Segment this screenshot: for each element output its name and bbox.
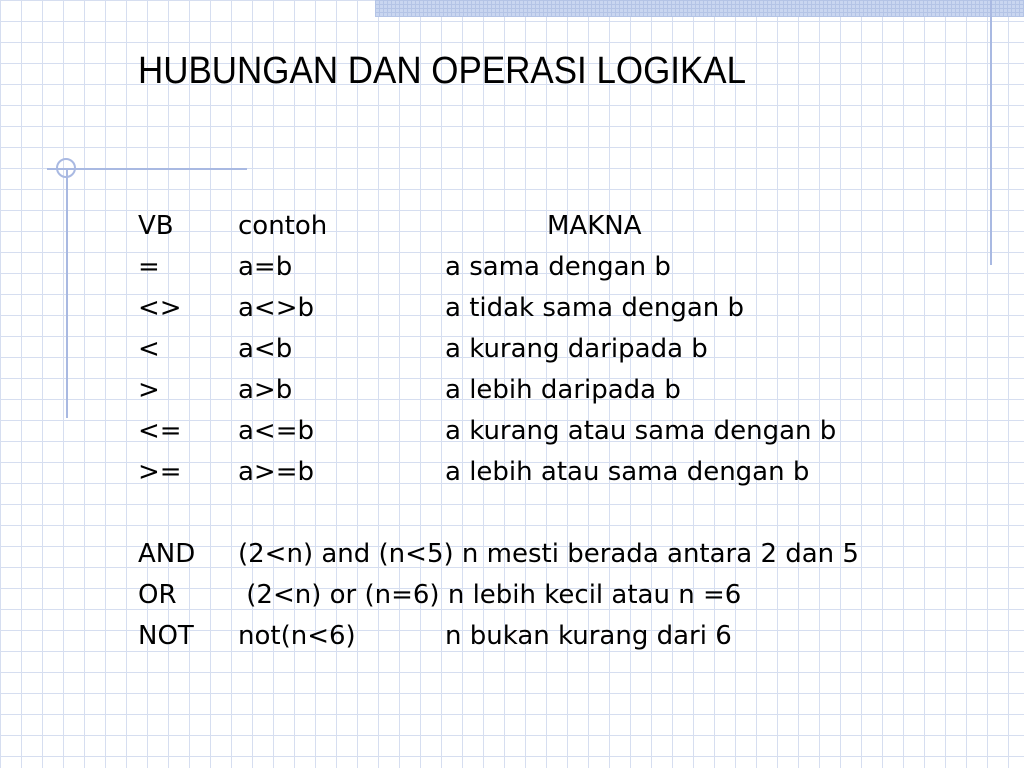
meaning: n bukan kurang dari 6 — [445, 621, 732, 651]
example: a=b — [238, 252, 293, 282]
right-decorative-line — [990, 0, 992, 265]
slide-title: HUBUNGAN DAN OPERASI LOGIKAL — [138, 50, 747, 92]
left-horizontal-decorative-line — [47, 168, 247, 170]
example: a<>b — [238, 293, 315, 323]
operator: NOT — [138, 621, 194, 651]
meaning: a tidak sama dengan b — [445, 293, 745, 323]
left-vertical-decorative-line — [66, 168, 68, 418]
circle-decoration-icon — [56, 158, 76, 178]
meaning: a lebih atau sama dengan b — [445, 457, 810, 487]
header-makna: MAKNA — [547, 211, 642, 241]
header-vb: VB — [138, 211, 174, 241]
operator: = — [138, 252, 160, 282]
meaning: a lebih daripada b — [445, 375, 681, 405]
meaning: a sama dengan b — [445, 252, 671, 282]
operator: OR — [138, 580, 177, 610]
meaning: a kurang daripada b — [445, 334, 708, 364]
operator: <= — [138, 416, 182, 446]
example: a<=b — [238, 416, 315, 446]
operator: >= — [138, 457, 182, 487]
operator: AND — [138, 539, 196, 569]
operator: < — [138, 334, 160, 364]
example: a>=b — [238, 457, 315, 487]
example: (2<n) or (n=6) n lebih kecil atau n =6 — [238, 580, 742, 610]
operator: <> — [138, 293, 182, 323]
example: a<b — [238, 334, 293, 364]
top-decorative-band — [375, 0, 1024, 17]
example: not(n<6) — [238, 621, 356, 651]
meaning: a kurang atau sama dengan b — [445, 416, 837, 446]
operator: > — [138, 375, 160, 405]
example: a>b — [238, 375, 293, 405]
example: (2<n) and (n<5) n mesti berada antara 2 dan 5 — [238, 539, 859, 569]
header-contoh: contoh — [238, 211, 328, 241]
